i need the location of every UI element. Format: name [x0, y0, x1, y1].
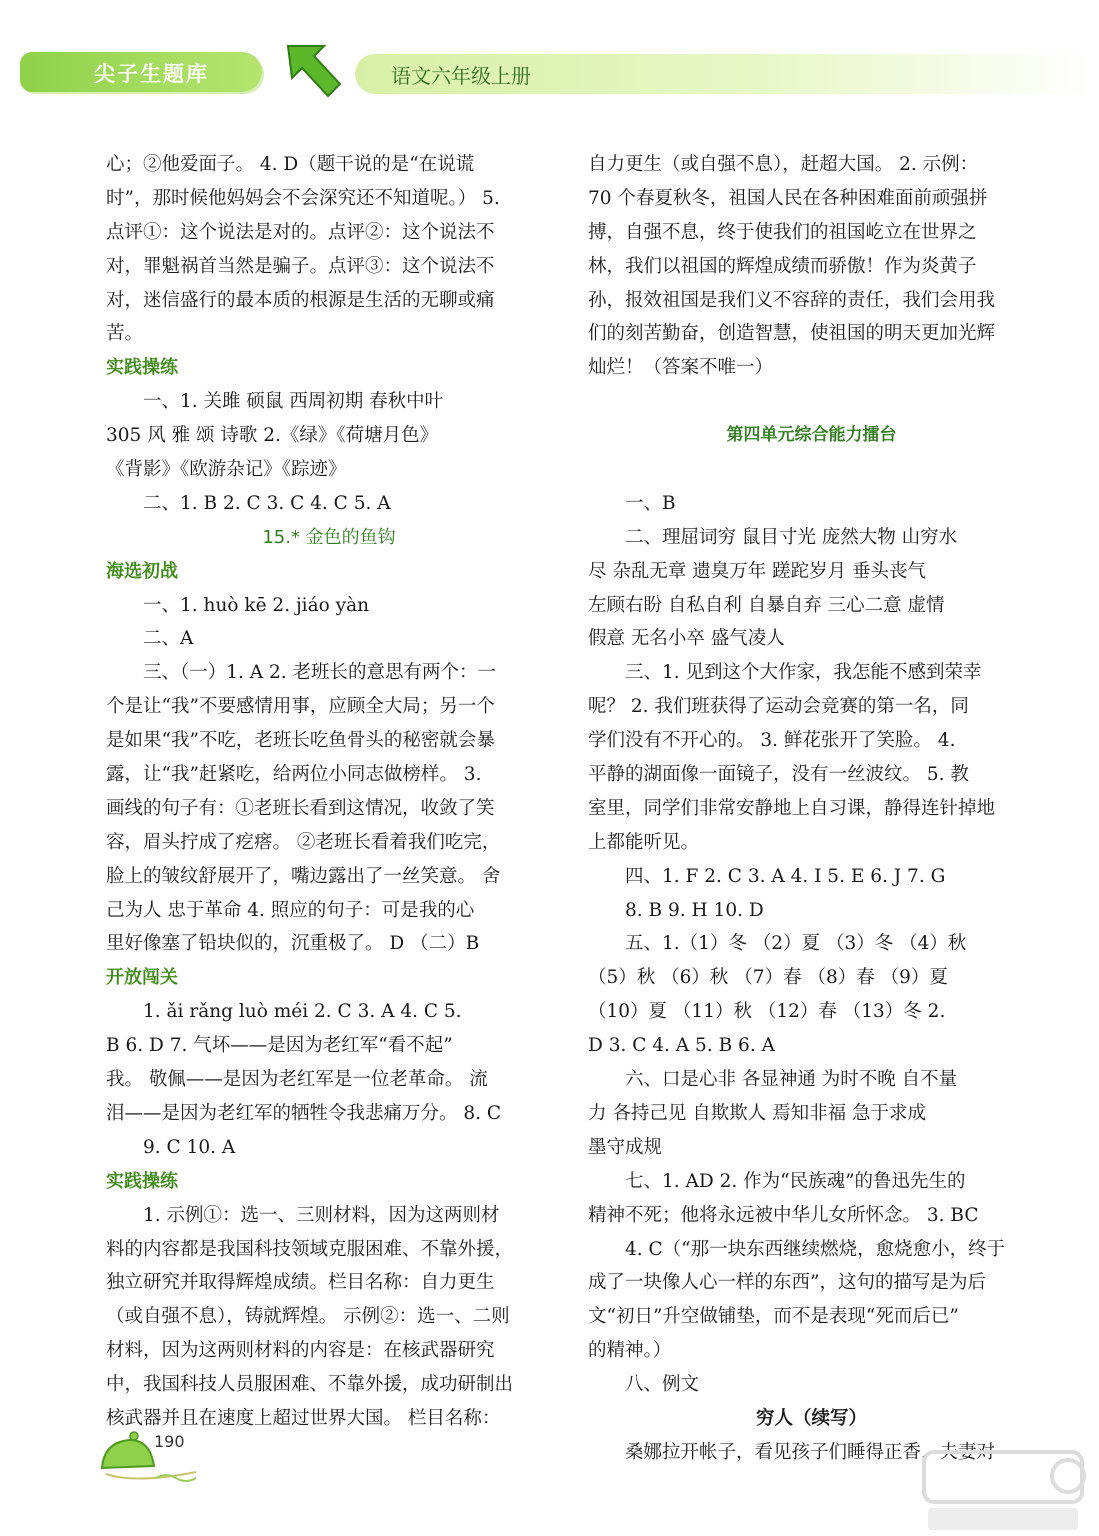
answer-line: 时”，那时候他妈妈会不会深究还不知道呢。） 5. [106, 187, 500, 209]
answer-line: 一、B [625, 492, 676, 514]
answer-line: 墨守成规 [588, 1136, 663, 1158]
answer-line: 七、1. AD 2. 作为“民族魂”的鲁迅先生的 [625, 1170, 966, 1192]
answer-line: 们的刻苦勤奋，创造智慧，使祖国的明天更加光辉 [588, 323, 996, 345]
answer-line: 9. C 10. A [143, 1136, 236, 1158]
answer-line: 灿烂！（答案不唯一） [588, 357, 774, 379]
answer-line: 4. C（“那一块东西继续燃烧，愈烧愈小，终于 [625, 1238, 1006, 1260]
book-series-banner [20, 52, 262, 92]
answer-line: 对，罪魁祸首当然是骗子。点评③：这个说法不 [106, 255, 495, 277]
green-cap-logo-icon [96, 1428, 206, 1488]
answer-line: 里好像塞了铅块似的，沉重极了。 D （二）B [106, 933, 480, 955]
answer-line: 二、A [143, 628, 194, 650]
answer-line: 八、例文 [625, 1374, 700, 1396]
answer-line: 假意 无名小卒 盛气凌人 [588, 628, 785, 650]
answer-line: 我。 敬佩——是因为老红军是一位老革命。 流 [106, 1069, 488, 1091]
book-series-title: 尖子生题库 [94, 62, 209, 86]
answer-line: 1. ǎi rǎng luò méi 2. C 3. A 4. C 5. [143, 1001, 462, 1023]
unit-heading: 第四单元综合能力擂台 [726, 425, 897, 446]
answer-line: 8. B 9. H 10. D [625, 899, 764, 921]
answer-line: 是如果“我”不吃，老班长吃鱼骨头的秘密就会暴 [106, 730, 495, 752]
lesson-title: 15.* 金色的鱼钩 [262, 526, 396, 548]
answer-line: D 3. C 4. A 5. B 6. A [588, 1035, 775, 1057]
answer-line: 呢？ 2. 我们班获得了运动会竞赛的第一名，同 [588, 696, 969, 718]
answer-line: （5）秋 （6）秋 （7）春 （8）春 （9）夏 [588, 967, 948, 989]
answer-line: 三、1. 见到这个大作家，我怎能不感到荣幸 [625, 662, 982, 684]
answer-column-right [588, 148, 1035, 1470]
answer-line: 独立研究并取得辉煌成绩。栏目名称：自力更生 [106, 1272, 495, 1294]
answer-line: 力 各持己见 自欺欺人 焉知非福 急于求成 [588, 1102, 927, 1124]
answer-line: 70 个春夏秋冬，祖国人民在各种困难面前顽强拼 [588, 187, 988, 209]
spacer [588, 453, 1035, 487]
answer-line: 1. 示例①：选一、三则材料，因为这两则材 [143, 1204, 500, 1226]
answer-line: 点评①：这个说法是对的。点评②：这个说法不 [106, 221, 495, 243]
answer-line: 平静的湖面像一面镜子，没有一丝波纹。 5. 教 [588, 764, 969, 786]
answer-line: 五、1.（1）冬 （2）夏 （3）冬 （4）秋 [625, 933, 967, 955]
answer-column-left [106, 148, 552, 1436]
section-heading: 开放闯关 [106, 967, 178, 989]
answer-line: 自力更生（或自强不息），赶超大国。 2. 示例： [588, 154, 979, 175]
answer-line: 画线的句子有：①老班长看到这情况，收敛了笑 [106, 797, 495, 819]
answer-line: 二、理屈词穷 鼠目寸光 庞然大物 山穷水 [625, 526, 958, 548]
answer-line: 料的内容都是我国科技领域克服困难、不靠外援， [106, 1238, 514, 1260]
answer-line: 上都能听见。 [588, 831, 700, 853]
answer-line: 中，我国科技人员服困难、不靠外援，成功研制出 [106, 1374, 514, 1396]
answer-line: 三、（一）1. A 2. 老班长的意思有两个：一 [143, 662, 497, 684]
answer-line: 六、口是心非 各显神通 为时不晚 自不量 [625, 1069, 958, 1091]
answer-line: 一、1. 关雎 硕鼠 西周初期 春秋中叶 [143, 391, 444, 413]
answer-line: 对，迷信盛行的最本质的根源是生活的无聊或痛 [106, 289, 495, 311]
spacer [588, 385, 1035, 419]
answer-line: 材料，因为这两则材料的内容是：在核武器研究 [106, 1340, 495, 1362]
answer-line: 尽 杂乱无章 遗臭万年 蹉跎岁月 垂头丧气 [588, 560, 927, 582]
answer-line: 室里，同学们非常安静地上自习课，静得连针掉地 [588, 797, 996, 819]
answer-line: 文“初日”升空做铺垫，而不是表现“死而后已” [588, 1306, 959, 1328]
answer-line: 露，让“我”赶紧吃，给两位小同志做榜样。 3. [106, 764, 482, 786]
answer-line: 《背影》《欧游杂记》《踪迹》 [106, 459, 347, 481]
answer-line: 搏，自强不息，终于使我们的祖国屹立在世界之 [588, 221, 977, 243]
answer-line: 容，眉头拧成了疙瘩。 ②老班长看着我们吃完， [106, 831, 501, 853]
answer-line: 核武器并且在速度上超过世界大国。 栏目名称： [106, 1407, 501, 1429]
section-heading: 实践操练 [106, 1170, 178, 1192]
answer-line: 心；②他爱面子。 4. D（题干说的是“在说谎 [106, 154, 475, 175]
essay-title: 穷人（续写） [755, 1407, 867, 1429]
green-arrow-icon [284, 40, 344, 100]
answer-line: 二、1. B 2. C 3. C 4. C 5. A [143, 492, 391, 514]
answer-line: 四、1. F 2. C 3. A 4. I 5. E 6. J 7. G [625, 865, 946, 887]
answer-line: 左顾右盼 自私自利 自暴自弃 三心二意 虚情 [588, 594, 945, 616]
answer-line: 一、1. huò kē 2. jiáo yàn [143, 594, 370, 616]
answer-line: 桑娜拉开帐子，看见孩子们睡得正香，夫妻对 [625, 1441, 996, 1463]
answer-line: 个是让“我”不要感情用事，应顾全大局；另一个 [106, 696, 495, 718]
answer-line: 己为人 忠于革命 4. 照应的句子：可是我的心 [106, 899, 475, 921]
answer-line: （或自强不息），铸就辉煌。 示例②：选一、二则 [106, 1306, 510, 1328]
answer-line: 林，我们以祖国的辉煌成绩而骄傲！作为炎黄子 [588, 255, 977, 277]
answer-line: 的精神。） [588, 1340, 672, 1362]
answer-line: B 6. D 7. 气坏——是因为老红军“看不起” [106, 1035, 453, 1057]
answer-line: 305 风 雅 颂 诗歌 2.《绿》《荷塘月色》 [106, 425, 439, 447]
answer-line: 泪——是因为老红军的牺牲令我悲痛万分。 8. C [106, 1102, 502, 1124]
answer-line: （10）夏 （11）秋 （12）春 （13）冬 2. [588, 1001, 946, 1023]
answer-line: 成了一块像人心一样的东西”，这句的描写是为后 [588, 1272, 986, 1294]
answer-line: 学们没有不开心的。 3. 鲜花张开了笑脸。 4. [588, 730, 956, 752]
answer-line: 苦。 [106, 323, 144, 345]
answer-line: 孙，报效祖国是我们义不容辞的责任，我们会用我 [588, 289, 996, 311]
answer-line: 精神不死；他将永远被中华儿女所怀念。 3. BC [588, 1204, 979, 1226]
answer-line: 脸上的皱纹舒展开了，嘴边露出了一丝笑意。 舍 [106, 865, 501, 887]
book-subject-banner [355, 54, 1095, 94]
answer-site-watermark-logo [918, 1446, 1088, 1536]
book-subject-title: 语文六年级上册 [391, 64, 531, 88]
section-heading: 海选初战 [106, 560, 178, 582]
page-number: 190 [154, 1432, 185, 1451]
section-heading: 实践操练 [106, 357, 178, 379]
